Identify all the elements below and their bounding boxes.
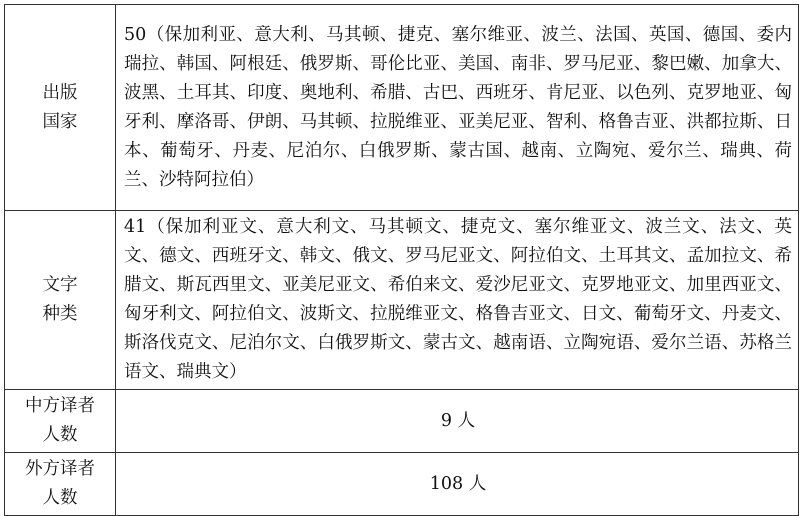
row-label-text: 文字种类	[42, 275, 78, 324]
translation-stats-table	[4, 4, 799, 516]
row-label-text: 出版国家	[42, 82, 78, 132]
row-label-foreign-translators	[5, 453, 116, 516]
table-row-foreign-translators	[5, 453, 799, 516]
row-label-publishing-countries	[5, 5, 116, 211]
chinese-translators-count: 9 人	[116, 390, 799, 453]
row-label-text: 中方译者人数	[25, 396, 95, 445]
table-row-chinese-translators	[5, 390, 799, 453]
table-row-language-types	[5, 211, 799, 390]
row-label-chinese-translators	[5, 390, 116, 453]
language-types-list: 41（保加利亚文、意大利文、马其顿文、捷克文、塞尔维亚文、波兰文、法文、英文、德文、西班牙文、韩文、俄文、罗马尼亚文、阿拉伯文、土耳其文、孟加拉文、希腊文、斯瓦西里文、亚美尼亚文、希伯来文、爱沙尼亚文、克罗地亚文、加里西亚文、匈牙利文、阿拉伯文、波斯文、拉脱维亚文、格鲁吉亚文、日文、葡萄牙文、丹麦文、斯洛伐克文、尼泊尔文、白俄罗斯文、蒙古文、越南语、立陶宛语、爱尔兰语、苏格兰语文、瑞典文）	[116, 211, 799, 390]
foreign-translators-count: 108 人	[116, 453, 799, 516]
row-label-language-types	[5, 211, 116, 390]
publishing-countries-list: 50（保加利亚、意大利、马其顿、捷克、塞尔维亚、波兰、法国、英国、德国、委内瑞拉、韩国、阿根廷、俄罗斯、哥伦比亚、美国、南非、罗马尼亚、黎巴嫩、加拿大、波黑、土耳其、印度、奥地利、希腊、古巴、西班牙、肯尼亚、以色列、克罗地亚、匈牙利、摩洛哥、伊朗、马其顿、拉脱维亚、亚美尼亚、智利、格鲁吉亚、洪都拉斯、日本、葡萄牙、丹麦、尼泊尔、白俄罗斯、蒙古国、越南、立陶宛、爱尔兰、瑞典、荷兰、沙特阿拉伯）	[116, 5, 799, 211]
row-label-text: 外方译者人数	[25, 459, 95, 508]
table-row-publishing-countries	[5, 5, 799, 211]
